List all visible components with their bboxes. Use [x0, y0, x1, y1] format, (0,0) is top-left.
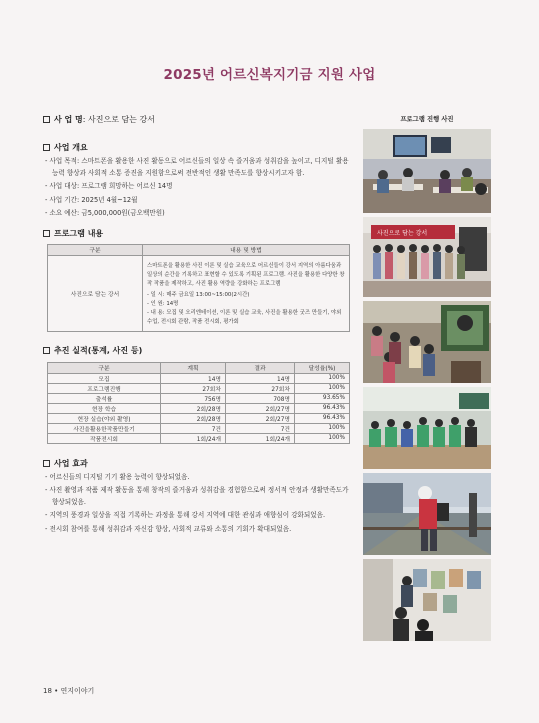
perf-category-cell: 프로그램진행 [48, 383, 161, 393]
gallery-visit-photo [363, 559, 491, 641]
performance-heading: 추진 실적 (통계, 사진 등) [43, 345, 353, 356]
perf-header: 계획 [161, 362, 226, 373]
perf-value-cell: 100% [295, 433, 350, 443]
perf-value-cell: 7건 [226, 423, 295, 433]
overview-item: - 소요 예산: 금5,000,000원(금오백만원) [45, 209, 165, 217]
performance-row [48, 413, 350, 423]
perf-value-cell: 96.43% [295, 403, 350, 413]
effect-item: - 전시회 참여를 통해 성취감과 자신감 향상, 사회적 교류와 소통의 기회가 확대되었음. [45, 524, 292, 533]
project-name-label: 사 업 명 [54, 115, 83, 124]
photo-column [363, 114, 491, 645]
effects-heading: 사업 효과 [43, 458, 353, 469]
perf-category-cell: 모집 [48, 373, 161, 383]
effect-item: - 어르신들의 디지털 기기 활용 능력이 향상되었음. [45, 472, 190, 481]
perf-value-cell: 14명 [161, 373, 226, 383]
perf-category-cell: 현장 실습(야외 촬영) [48, 413, 161, 423]
perf-header: 달성율(%) [295, 362, 350, 373]
program-desc: 스마트폰을 활용한 사진 이론 및 실습 교육으로 어르신들이 강서 지역의 아름다움과 일상의 순간을 기록하고 표현할 수 있도록 기획된 프로그램. 사진을 활용한 다양한 창작 작품을 제작하고, 사진 활용 역량을 강화하는 프로그램 [147, 262, 345, 287]
classroom-photo [363, 129, 491, 213]
perf-value-cell: 96.43% [295, 413, 350, 423]
performance-row [48, 423, 350, 433]
banner-text: 사진으로 담는 강서 [377, 230, 428, 237]
perf-value-cell: 100% [295, 383, 350, 393]
page-footer: 18 • 연지이야기 [43, 687, 95, 695]
overview-heading: 사업 개요 [43, 142, 353, 153]
program-detail: - 인 원: 14명 [147, 300, 179, 307]
program-name-cell: 사진으로 담는 강서 [48, 255, 143, 331]
perf-value-cell: 2회/27명 [226, 403, 295, 413]
project-name-value: : 사진으로 담는 강서 [82, 115, 155, 124]
perf-value-cell: 100% [295, 423, 350, 433]
checkbox-bullet-icon [43, 144, 50, 151]
perf-category-cell: 사진을활용한작품만들기 [48, 423, 161, 433]
perf-category-cell: 출석률 [48, 393, 161, 403]
performance-row [48, 433, 350, 443]
perf-value-cell: 27회차 [161, 383, 226, 393]
performance-row [48, 393, 350, 403]
perf-header: 결과 [226, 362, 295, 373]
outdoor-shooting-photo [363, 473, 491, 555]
perf-value-cell: 2회/27명 [226, 413, 295, 423]
exhibition-photo [363, 301, 491, 383]
program-col-header: 내용 및 방법 [143, 244, 350, 255]
perf-value-cell: 14명 [226, 373, 295, 383]
program-detail: - 일 시: 매주 금요일 13:00~15:00(2시간) [147, 291, 250, 298]
perf-value-cell: 2회/28명 [161, 413, 226, 423]
photo-caption: 프로그램 진행 사진 [400, 116, 454, 123]
perf-value-cell: 2회/28명 [161, 403, 226, 413]
perf-value-cell: 93.65% [295, 393, 350, 403]
checkbox-bullet-icon [43, 460, 50, 467]
perf-value-cell: 756명 [161, 393, 226, 403]
left-column [43, 114, 353, 535]
perf-category-cell: 작품전시회 [48, 433, 161, 443]
group-photo-banner [363, 217, 491, 297]
perf-value-cell: 100% [295, 373, 350, 383]
green-shirts-group-photo [363, 387, 491, 469]
checkbox-bullet-icon [43, 347, 50, 354]
perf-category-cell: 현장 학습 [48, 403, 161, 413]
program-col-header: 구분 [48, 244, 143, 255]
program-detail: - 내 용: 모집 및 오리엔테이션, 이론 및 실습 교육, 사진을 활용한 굿즈 만들기, 야외 수업, 전시회 관람, 작품 전시회, 평가회 [147, 309, 342, 325]
project-name-heading [43, 114, 353, 125]
perf-value-cell: 27회차 [226, 383, 295, 393]
checkbox-bullet-icon [43, 230, 50, 237]
perf-value-cell: 7건 [161, 423, 226, 433]
effect-item: - 지역의 풍경과 일상을 직접 기록하는 과정을 통해 강서 지역에 대한 관심과 애향심이 강화되었음. [45, 511, 326, 519]
perf-value-cell: 1회/24개 [161, 433, 226, 443]
performance-row [48, 383, 350, 393]
overview-item: - 사업 대상: 프로그램 희망하는 어르신 14명 [45, 182, 173, 190]
checkbox-bullet-icon [43, 116, 50, 123]
perf-header: 구분 [48, 362, 161, 373]
perf-value-cell: 708명 [226, 393, 295, 403]
overview-list [43, 156, 353, 220]
performance-table [47, 362, 350, 444]
page-title: 2025년 어르신복지기금 지원 사업 [163, 67, 376, 83]
program-desc-cell [143, 255, 350, 331]
effects-list [43, 472, 353, 536]
performance-row [48, 403, 350, 413]
program-heading: 프로그램 내용 [43, 228, 353, 239]
overview-item: - 사업 목적: 스마트폰을 활용한 사진 활동으로 어르신들의 일상 속 즐거움과 성취감을 높이고, 디지털 활용 능력 향상과 사회적 소통 증진을 지원함으로써 전반적인 생활 만족도를 향상시키고자 함. [45, 157, 349, 177]
performance-row [48, 373, 350, 383]
overview-item: - 사업 기간: 2025년 4월~12월 [45, 195, 138, 204]
perf-value-cell: 1회/24개 [226, 433, 295, 443]
effect-item: - 사진 촬영과 작품 제작 활동을 통해 창작의 즐거움과 성취감을 경험함으로써 정서적 안정과 생활만족도가 향상되었음. [45, 486, 349, 506]
program-table [47, 244, 350, 332]
